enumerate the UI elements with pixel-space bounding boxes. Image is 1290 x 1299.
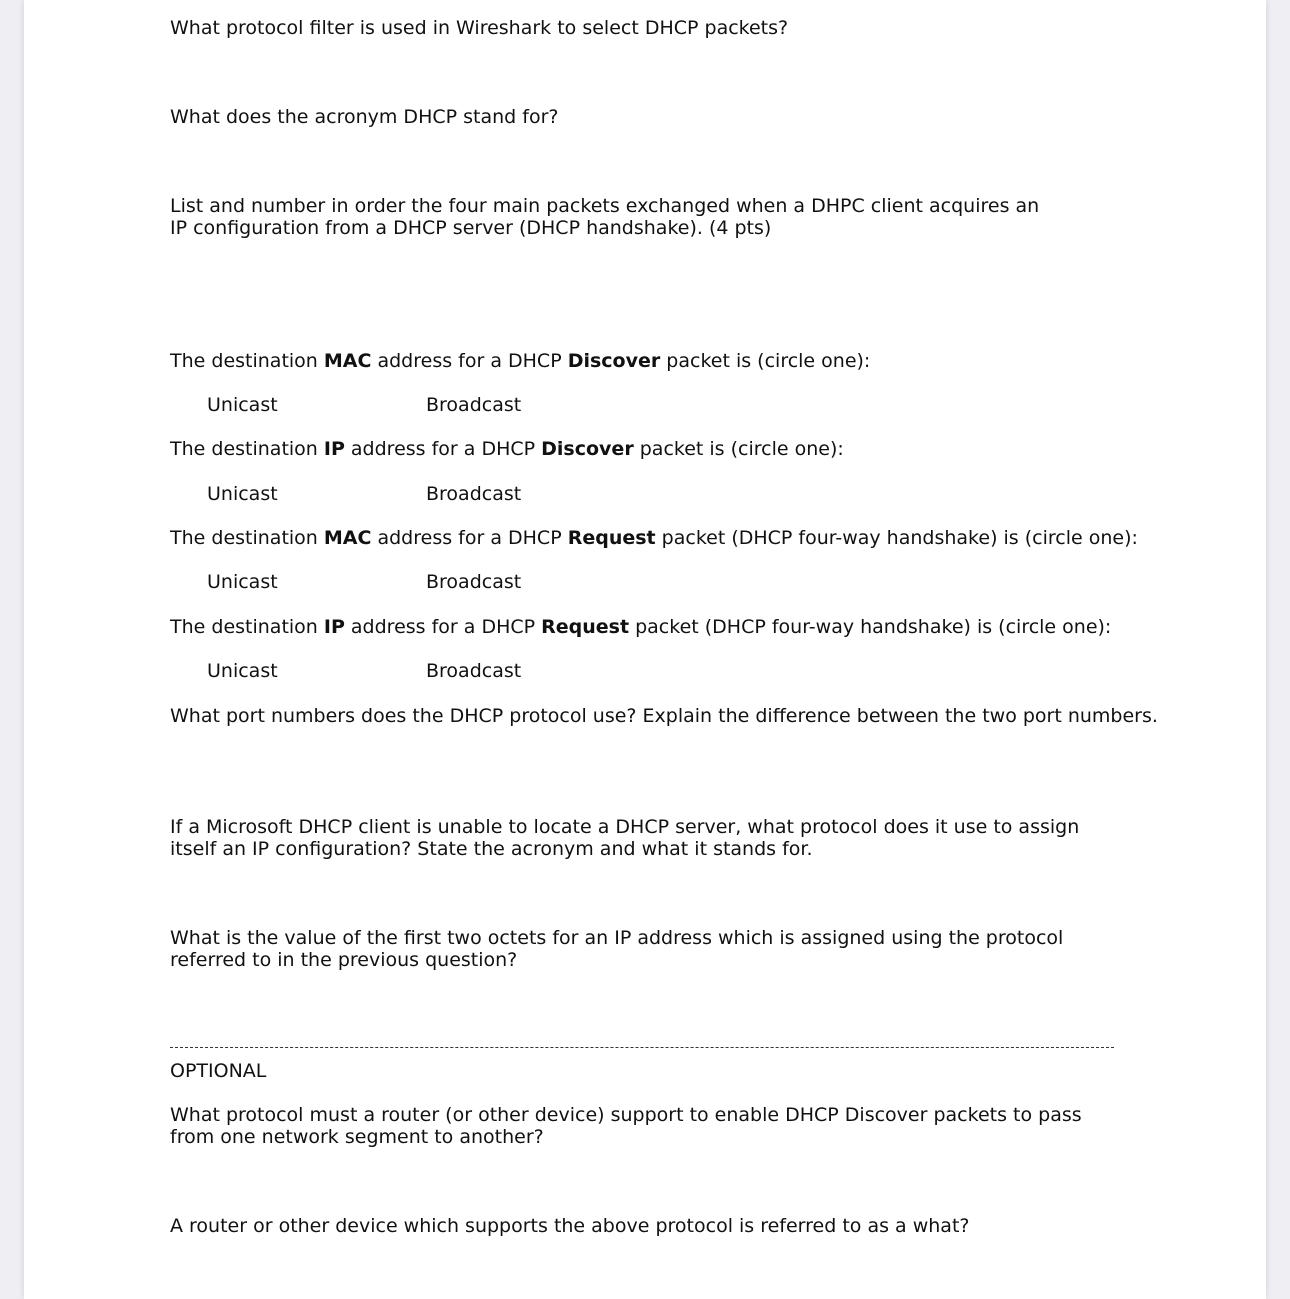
option-unicast[interactable]: Unicast	[207, 394, 278, 416]
question-request-ip: The destination IP address for a DHCP Request packet (DHCP four-way handshake) is (circle one):	[170, 616, 1112, 638]
dashed-divider	[170, 1047, 1114, 1048]
option-broadcast[interactable]: Broadcast	[426, 394, 522, 416]
option-unicast[interactable]: Unicast	[207, 571, 278, 593]
document-page	[24, 0, 1266, 1299]
optional-heading: OPTIONAL	[170, 1060, 267, 1082]
option-broadcast[interactable]: Broadcast	[426, 483, 522, 505]
option-broadcast[interactable]: Broadcast	[426, 660, 522, 682]
question-relay-device: A router or other device which supports the above protocol is referred to as a what?	[170, 1215, 970, 1237]
question-dhcp-ports: What port numbers does the DHCP protocol use? Explain the difference between the two port numbers.	[170, 705, 1158, 727]
question-discover-ip: The destination IP address for a DHCP Discover packet is (circle one):	[170, 438, 844, 460]
question-wireshark-filter: What protocol filter is used in Wireshark to select DHCP packets?	[170, 17, 789, 39]
question-relay-protocol: What protocol must a router (or other device) support to enable DHCP Discover packets to pass from one network segment to another?	[170, 1104, 1082, 1148]
question-dhcp-acronym: What does the acronym DHCP stand for?	[170, 106, 559, 128]
option-unicast[interactable]: Unicast	[207, 660, 278, 682]
question-dhcp-handshake: List and number in order the four main packets exchanged when a DHPC client acquires an IP configuration from a DHCP server (DHCP handshake). (4 pts)	[170, 195, 1040, 239]
question-apipa: If a Microsoft DHCP client is unable to locate a DHCP server, what protocol does it use to assign itself an IP configuration? State the acronym and what it stands for.	[170, 816, 1080, 860]
option-unicast[interactable]: Unicast	[207, 483, 278, 505]
option-broadcast[interactable]: Broadcast	[426, 571, 522, 593]
question-request-mac: The destination MAC address for a DHCP Request packet (DHCP four-way handshake) is (circle one):	[170, 527, 1138, 549]
question-discover-mac: The destination MAC address for a DHCP Discover packet is (circle one):	[170, 350, 871, 372]
question-first-octets: What is the value of the first two octets for an IP address which is assigned using the protocol referred to in the previous question?	[170, 927, 1064, 971]
